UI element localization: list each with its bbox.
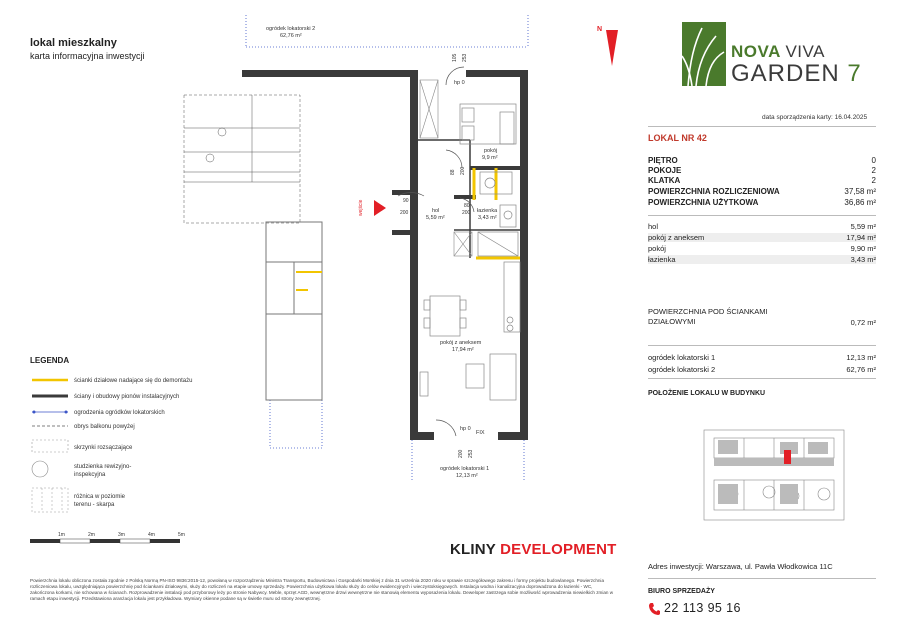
- room-label: hol: [648, 222, 659, 231]
- room-label: pokój z aneksem: [648, 233, 705, 242]
- dim-200b: 200: [460, 166, 466, 175]
- building-section-title: POŁOŻENIE LOKALU W BUDYNKU: [648, 390, 766, 397]
- room-pokoj-area: 9,9 m²: [482, 155, 498, 161]
- brand-nova: NOVA: [731, 42, 781, 61]
- scale-tick-2: 2m: [88, 532, 95, 538]
- dim-80: 80: [464, 203, 470, 209]
- room-value: 3,43 m²: [850, 255, 876, 264]
- legend-swatch-studzienka: [32, 461, 48, 477]
- partition-area-value: 0,72 m²: [850, 318, 876, 327]
- spec-value: 2: [871, 176, 876, 185]
- room-lazienka-label: łazienka: [477, 208, 498, 214]
- developer-name-red: DEVELOPMENT: [500, 541, 617, 558]
- disclaimer-text: Powierzchnia lokalu obliczona została zgodnie z Polską Normą PN-ISO 9836:2015-12, powołaną w rozporządzeniu Ministra Transportu, Budownictwa i Gospodarki Morskiej z dnia 31 września 2020 roku w sprawie szczegółowego zakresu i formy projektu budowlanego. Powierzchnia rozliczeniowa lokalu, uwzględniająca powierzchnię pod ściankami działowymi, służy do rozliczeń na etapie umowy sprzedaży. Powierzchnia użytkowa lokalu służy do celów ewidencyjnych i wieczystoksięgowych. Instalacja wodna i kanalizacyjna doprowadzona do łazienki - WC, zakończona korkami, nie schowana w ścianach. Rozprowadzenie instalacji pod przyborowy leży po stronie Nabywcy. Meble, sprzęt AGD, wewnętrzne drzwi wewnętrzne nie stanowią elementu wyposażenia lokalu. Deweloper zastrzega sobie możliwość wprowadzenia niewielkich zmian w ramach etapu inwestycji. Przedstawiona aranżacja lokalu jest przykładowa. Wymiary okienne podane są w świetle muru od strony zewnętrznej.: [30, 578, 614, 601]
- hp-top: hp 0: [454, 80, 465, 86]
- scale-tick-3: 3m: [118, 532, 125, 538]
- legend-item-demontaz: ścianki działowe nadające się do demontażu: [74, 378, 193, 384]
- terrace-outline: [184, 95, 300, 223]
- room-value: 9,90 m²: [850, 244, 876, 253]
- legend-item-obrys: obrys balkonu powyżej: [74, 424, 135, 430]
- spec-value: 37,58 m²: [844, 187, 876, 196]
- garden-value: 62,76 m²: [846, 365, 876, 374]
- legend-swatches: [30, 370, 74, 520]
- garden1-area: 12,13 m²: [456, 473, 478, 479]
- dim-253b: 253: [468, 449, 474, 458]
- spec-value: 2: [871, 166, 876, 175]
- room-value: 17,94 m²: [846, 233, 876, 242]
- legend-item-sciany: ściany i obudowy pionów instalacyjnych: [74, 394, 180, 400]
- divider: [648, 126, 876, 127]
- legend-item-skrzynki: skrzynki rozsączające: [74, 445, 133, 451]
- divider: [648, 578, 876, 579]
- north-arrow: [606, 30, 618, 66]
- entry-arrow: [374, 200, 386, 216]
- room-value: 5,59 m²: [850, 222, 876, 231]
- legend-item-ogrodzenia: ogrodzenia ogródków lokatorskich: [74, 410, 165, 416]
- brand-name-line1: [731, 42, 825, 62]
- spec-value: 36,86 m²: [844, 198, 876, 207]
- room-row-lazienka: [648, 255, 876, 264]
- room-row-hol: [648, 222, 876, 231]
- room-row-pokoj: [648, 244, 876, 253]
- scale-bar: [30, 530, 190, 548]
- lokal-value: 42: [696, 133, 707, 143]
- spec-label: POWIERZCHNIA ROZLICZENIOWA: [648, 187, 780, 196]
- sales-office-label: BIURO SPRZEDAŻY: [648, 588, 715, 595]
- garden-label: ogródek lokatorski 1: [648, 353, 716, 362]
- north-label: N: [597, 26, 603, 33]
- dim-200d: 200: [458, 449, 464, 458]
- legend-swatch-ogrodzenia: [32, 411, 68, 414]
- bed: [460, 104, 516, 144]
- legend-swatch-skrzynki: [32, 440, 68, 452]
- dim-200c: 200: [462, 210, 471, 216]
- garden-row-2: [648, 365, 876, 374]
- room-label: pokój: [648, 244, 666, 253]
- neighbour-unit: [266, 222, 322, 400]
- divider: [648, 345, 876, 346]
- dim-105: 105: [452, 53, 458, 62]
- room-lazienka-area: 3,43 m²: [478, 215, 497, 221]
- partition-area-label: POWIERZCHNIA POD ŚCIANKAMI DZIAŁOWYMI: [648, 307, 768, 326]
- lokal-label: LOKAL NR: [648, 133, 695, 143]
- bathroom-fixtures: [478, 172, 518, 256]
- garden1-label: ogródek lokatorski 1: [440, 466, 490, 472]
- building-wall: [242, 70, 417, 77]
- spec-label: PIĘTRO: [648, 156, 678, 165]
- scale-tick-1: 1m: [58, 532, 65, 538]
- spec-label: KLATKA: [648, 176, 681, 185]
- grass-logo-icon: [682, 22, 726, 86]
- garden-fence: [246, 15, 528, 480]
- divider: [648, 215, 876, 216]
- phone-icon: [648, 602, 660, 616]
- card-date: data sporządzenia karty: 16.04.2025: [762, 114, 868, 121]
- legend-title: LEGENDA: [30, 356, 70, 365]
- spec-row-rozliczeniowa: [648, 187, 876, 196]
- developer-name-black: KLINY: [450, 541, 496, 558]
- kitchen-furniture: [420, 262, 520, 400]
- brand-name-line2: [731, 60, 862, 88]
- document-title: lokal mieszkalny: [30, 37, 117, 49]
- room-hol-area: 5,59 m²: [426, 215, 445, 221]
- room-pokoj-label: pokój: [484, 148, 498, 154]
- dim-253a: 253: [462, 53, 468, 62]
- spec-value: 0: [871, 156, 876, 165]
- fix-label: FIX: [476, 430, 485, 436]
- brand-viva: VIVA: [785, 42, 825, 61]
- legend-swatch-skarpa: [32, 488, 68, 512]
- document-subtitle: karta informacyjna inwestycji: [30, 51, 145, 61]
- sales-phone[interactable]: 22 113 95 16: [664, 601, 741, 615]
- spec-row-pietro: [648, 156, 876, 165]
- scale-tick-4: 4m: [148, 532, 155, 538]
- legend-item-studzienka: studzienka rewizyjno-inspekcyjna: [74, 464, 132, 478]
- divider: [648, 378, 876, 379]
- investment-address: Adres inwestycji: Warszawa, ul. Pawła Włodkowica 11C: [648, 562, 833, 571]
- room-label: łazienka: [648, 255, 676, 264]
- unit-location-marker: [784, 450, 791, 464]
- spec-label: POKOJE: [648, 166, 682, 175]
- garden-label: ogródek lokatorski 2: [648, 365, 716, 374]
- legend-item-skarpa: różnica w poziomie terenu - skarpa: [74, 494, 126, 508]
- spec-row-uzytkowa: [648, 198, 876, 207]
- brand-garden: GARDEN: [731, 60, 840, 87]
- brand-seven: 7: [847, 60, 862, 87]
- room-aneks-label: pokój z aneksem: [440, 340, 482, 346]
- garden2-label: ogródek lokatorski 2: [266, 26, 316, 32]
- garden2-area: 62,76 m²: [280, 33, 302, 39]
- hp-bottom: hp 0: [460, 426, 471, 432]
- room-hol-label: hol: [432, 208, 440, 214]
- entry-label: wejście: [358, 199, 364, 216]
- garden-row-1: [648, 353, 876, 362]
- partition-area: [648, 307, 876, 327]
- dim-200a: 200: [400, 210, 409, 216]
- dim-88: 88: [450, 169, 456, 175]
- spec-row-pokoje: [648, 166, 876, 175]
- scale-tick-5: 5m: [178, 532, 185, 538]
- spec-label: POWIERZCHNIA UŻYTKOWA: [648, 198, 759, 207]
- room-row-aneks: [648, 233, 876, 242]
- spec-row-klatka: [648, 176, 876, 185]
- lokal-number: [648, 133, 707, 143]
- room-aneks-area: 17,94 m²: [452, 347, 474, 353]
- developer-logo: [450, 541, 617, 558]
- dim-90: 90: [403, 198, 409, 204]
- building-location-map: [684, 420, 854, 532]
- garden-value: 12,13 m²: [846, 353, 876, 362]
